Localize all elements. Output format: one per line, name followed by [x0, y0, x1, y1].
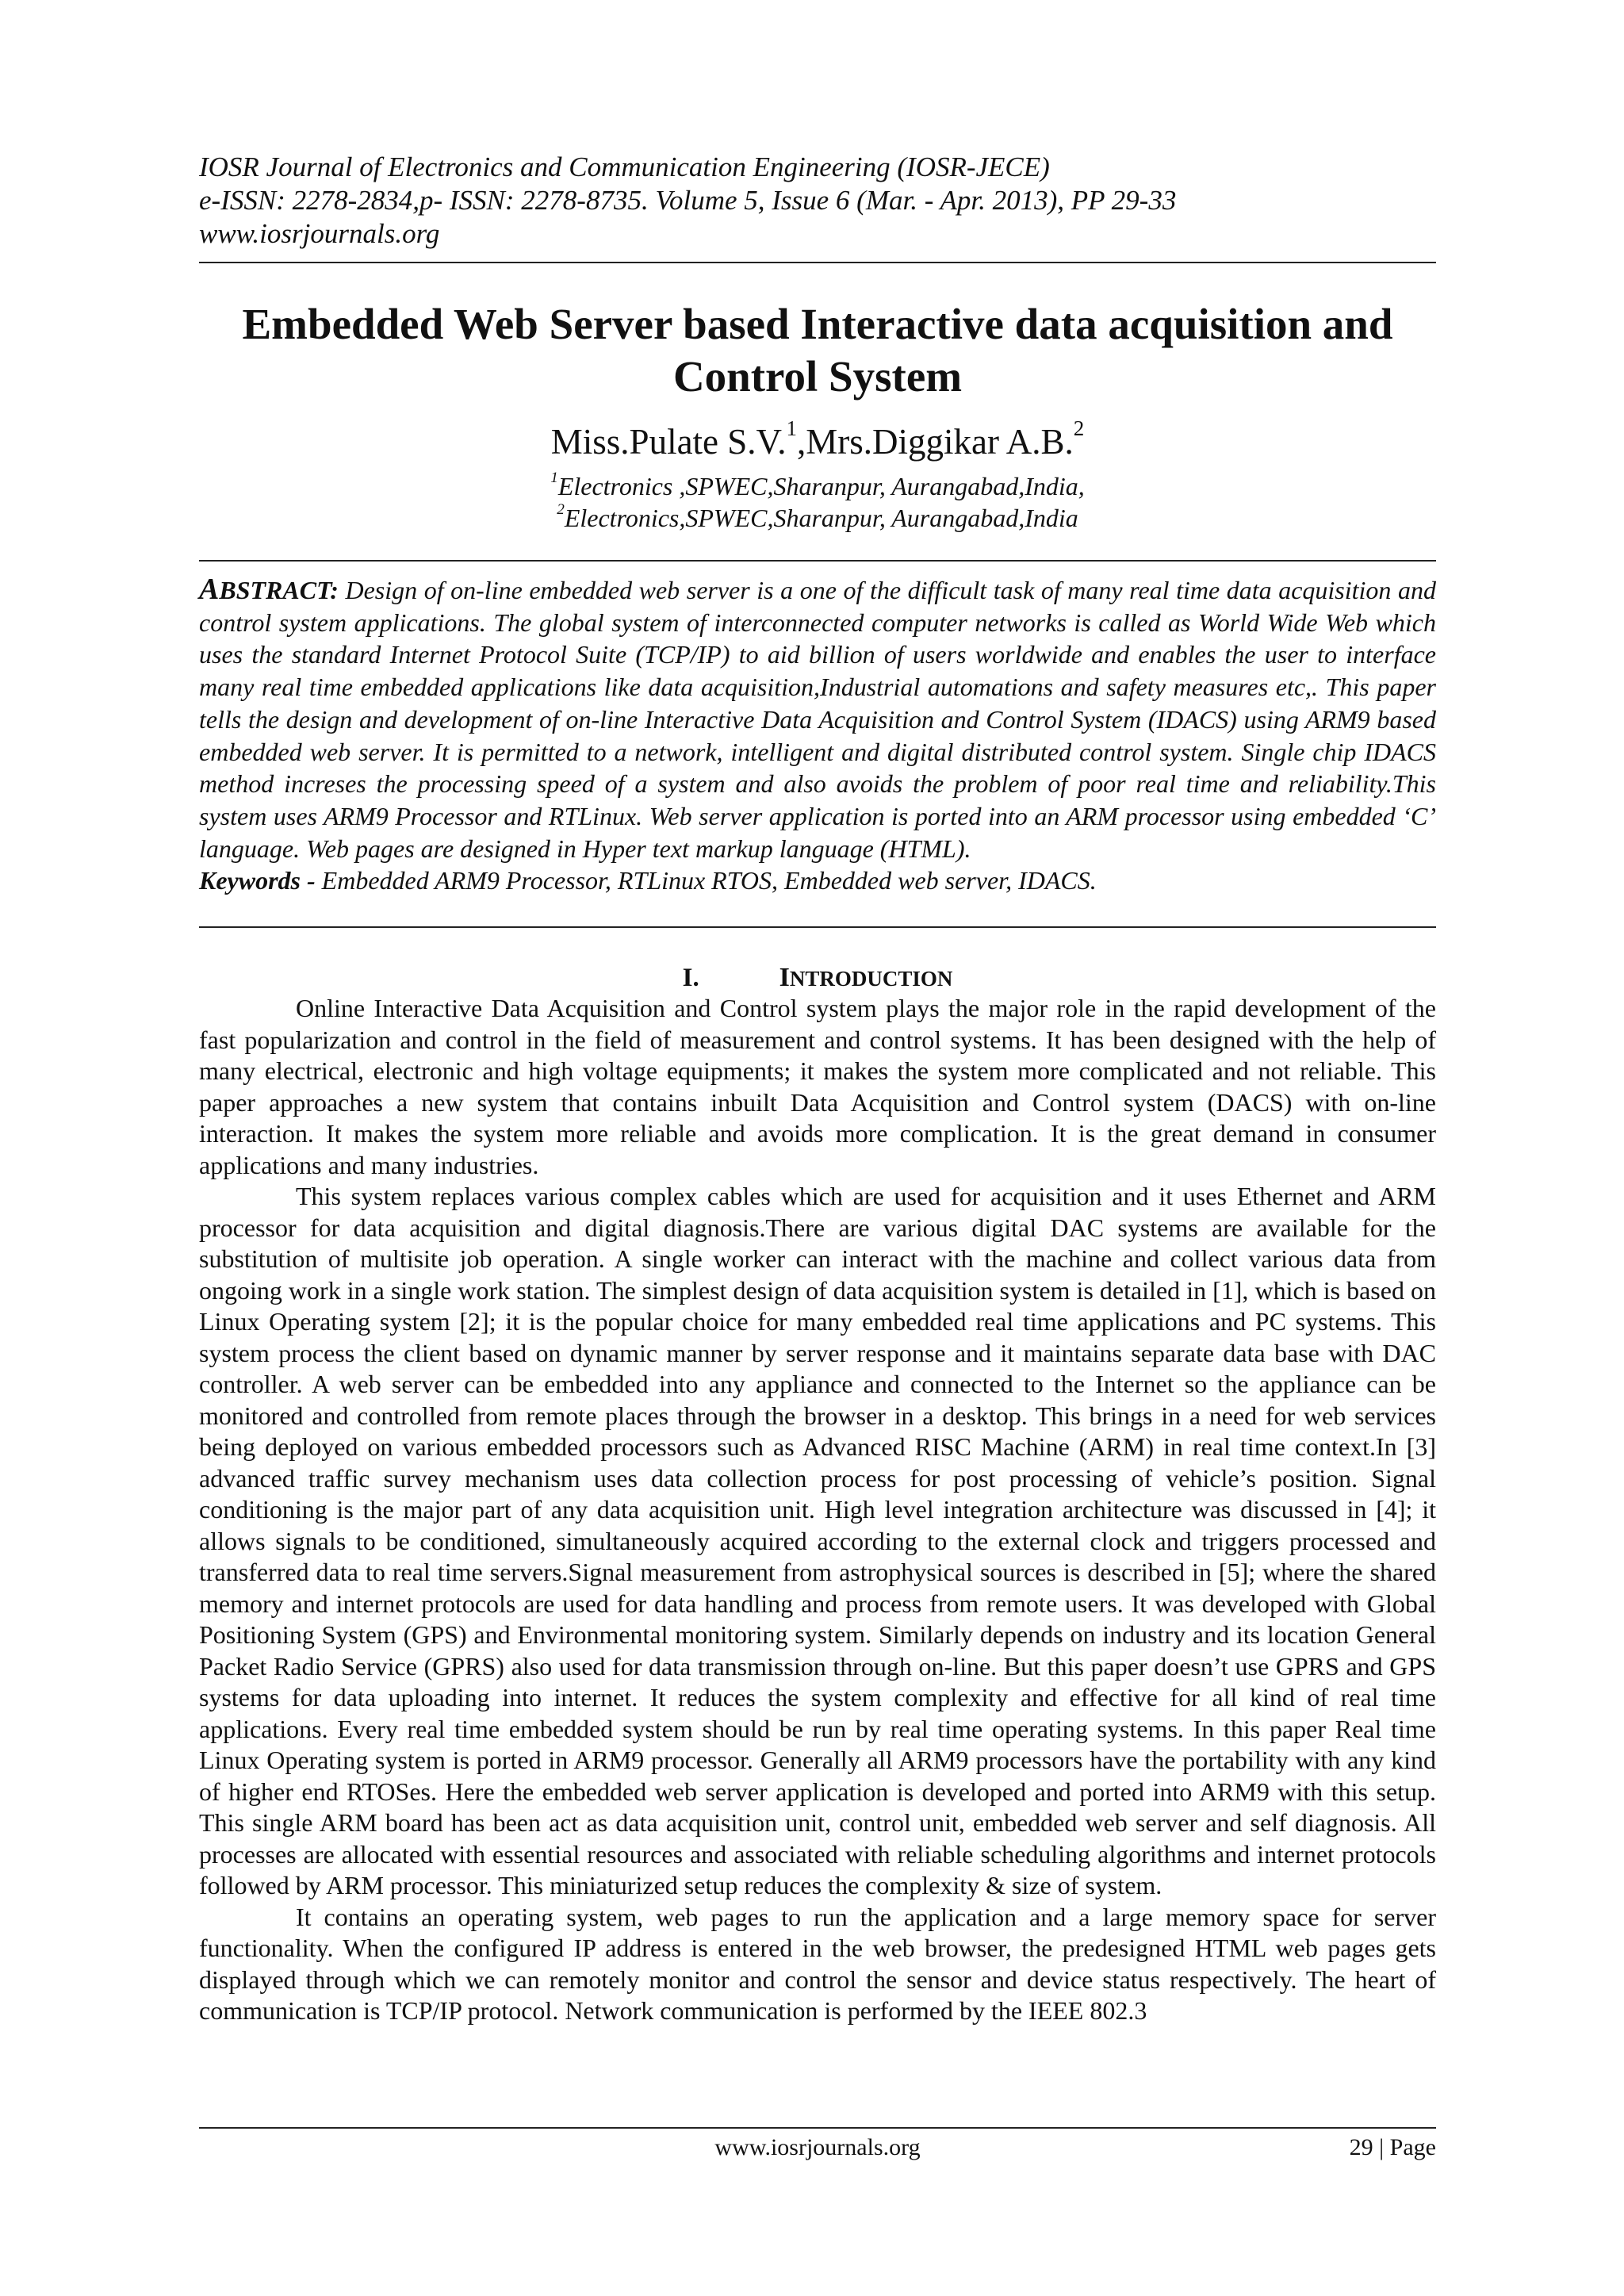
authors-line [199, 416, 1436, 463]
paragraph-3: It contains an operating system, web pages to run the application and a large memory space for server functionality. When the configured IP address is entered in the web browser, the predesigned HTML web pages gets displayed through which we can remotely monitor and control the sensor and device status respectively. The heart of communication is TCP/IP protocol. Network communication is performed by the IEEE 802.3 [199, 1902, 1436, 2025]
author-2-affiliation-mark: 2 [1073, 416, 1085, 441]
paragraph-2: This system replaces various complex cables which are used for acquisition and it uses Ethernet and ARM processor for data acquisition and digital diagnosis.There are various digital DAC systems are available for the substitution of multisite job operation. A single worker can interact with the machine and collect various data from ongoing work in a single work station. The simplest design of data acquisition system is detailed in [1], which is based on Linux Operating system [2]; it is the popular choice for many embedded real time applications and PC systems. This system process the client based on dynamic manner by server response and it maintains separate data base with DAC controller. A web server can be embedded into any appliance and connected to the Internet so the appliance can be monitored and controlled from remote places through the browser in a desktop. This brings in a need for web services being deployed on various embedded processors such as Advanced RISC Machine (ARM) in real time context.In [3] advanced traffic survey mechanism uses data collection process for post processing of vehicle’s position. Signal conditioning is the major part of any data acquisition unit. High level integration architecture was discussed in [4]; it allows signals to be conditioned, simultaneously acquired according to the external clock and triggers processed and transferred data to real time servers.Signal measurement from astrophysical sources is described in [5]; where the shared memory and internet protocols are used for data handling and process from remote users. It was developed with Global Positioning System (GPS) and Environmental monitoring system. Similarly depends on industry and its location General Packet Radio Service (GPRS) also used for data transmission through on-line. But this paper doesn’t use GPRS and GPS systems for data uploading into internet. It reduces the system complexity and effective for all kind of real time applications. Every real time embedded system should be run by real time operating systems. In this paper Real time Linux Operating system is ported in ARM9 processor. Generally all ARM9 processors have the portability with any kind of higher end RTOSes. Here the embedded web server application is developed and ported into ARM9 with this setup. This single ARM board has been act as data acquisition unit, control unit, embedded web server and self diagnosis. All processes are allocated with essential resources and associated with reliable scheduling algorithms and internet protocols followed by ARM processor. This miniaturized setup reduces the complexity & size of system. [199, 1182, 1436, 1899]
footer-rule [199, 2127, 1436, 2129]
affiliation-2-mark: 2 [557, 500, 565, 518]
abstract-label-initial: A [199, 573, 220, 606]
paragraph-1: Online Interactive Data Acquisition and Control system plays the major role in the rapid development of the fast popularization and control in the field of measurement and control systems. It has been designed with the help of many electrical, electronic and high voltage equipments; it makes the system more complicated and not reliable. This paper approaches a new system that contains inbuilt Data Acquisition and Control system (DACS) with on-line interaction. It makes the system more reliable and avoids more complication. It is the great demand in consumer applications and many industries. [199, 994, 1436, 1179]
author-separator: , [797, 422, 806, 462]
section-title [779, 963, 953, 992]
section-title-rest: NTRODUCTION [789, 967, 953, 991]
author-1: Miss.Pulate S.V. [550, 422, 787, 462]
journal-website[interactable]: www.iosrjournals.org [199, 218, 440, 249]
author-2: Mrs.Diggikar A.B. [806, 422, 1074, 462]
abstract-bottom-rule [199, 926, 1436, 928]
issn-line: e-ISSN: 2278-2834,p- ISSN: 2278-8735. Volume 5, Issue 6 (Mar. - Apr. 2013), PP 29-33 [199, 185, 1177, 216]
affiliation-2 [199, 502, 1436, 534]
introduction-body [199, 993, 1436, 2027]
abstract-text: Design of on-line embedded web server is a one of the difficult task of many real time data acquisition and control system applications. The global system of interconnected computer networks is called as World Wide Web which uses the standard Internet Protocol Suite (TCP/IP) to aid billion of users worldwide and enables the user to interface many real time embedded applications like data acquisition,Industrial automations and safety measures etc,. This paper tells the design and development of on-line Interactive Data Acquisition and Control System (IDACS) using ARM9 based embedded web server. It is permitted to a network, intelligent and digital distributed control system. Single chip IDACS method increses the processing speed of a system and also avoids the problem of poor real time and reliability.This system uses ARM9 Processor and RTLinux. Web server application is ported into an ARM processor using embedded ‘C’ language. Web pages are designed in Hyper text markup language (HTML). [199, 576, 1436, 863]
footer-website[interactable]: www.iosrjournals.org [714, 2134, 921, 2160]
author-1-affiliation-mark: 1 [786, 416, 797, 441]
section-heading [199, 962, 1436, 995]
affiliation-1 [199, 470, 1436, 502]
journal-name: IOSR Journal of Electronics and Communication Engineering (IOSR-JECE) [199, 151, 1050, 182]
section-number: I. [682, 964, 699, 992]
title-line-2: Control System [672, 352, 963, 401]
keywords-label: Keywords - [199, 866, 316, 895]
section-title-initial: I [779, 963, 790, 992]
journal-header [199, 151, 1436, 251]
affiliation-1-text: Electronics ,SPWEC,Sharanpur, Aurangabad,India, [557, 472, 1085, 500]
header-rule [199, 262, 1436, 263]
page-number: 29 | Page [1349, 2134, 1436, 2160]
keywords-text: Embedded ARM9 Processor, RTLinux RTOS, Embedded web server, IDACS. [315, 866, 1097, 895]
abstract-top-rule [199, 560, 1436, 562]
affiliation-2-text: Electronics,SPWEC,Sharanpur, Aurangabad,India [564, 504, 1078, 532]
title-line-1: Embedded Web Server based Interactive data acquisition and [242, 300, 1393, 348]
affiliation-1-mark: 1 [550, 469, 558, 486]
abstract [199, 573, 1436, 897]
abstract-label [199, 573, 339, 606]
abstract-label-rest: BSTRACT: [219, 576, 339, 604]
paper-title [199, 298, 1436, 403]
